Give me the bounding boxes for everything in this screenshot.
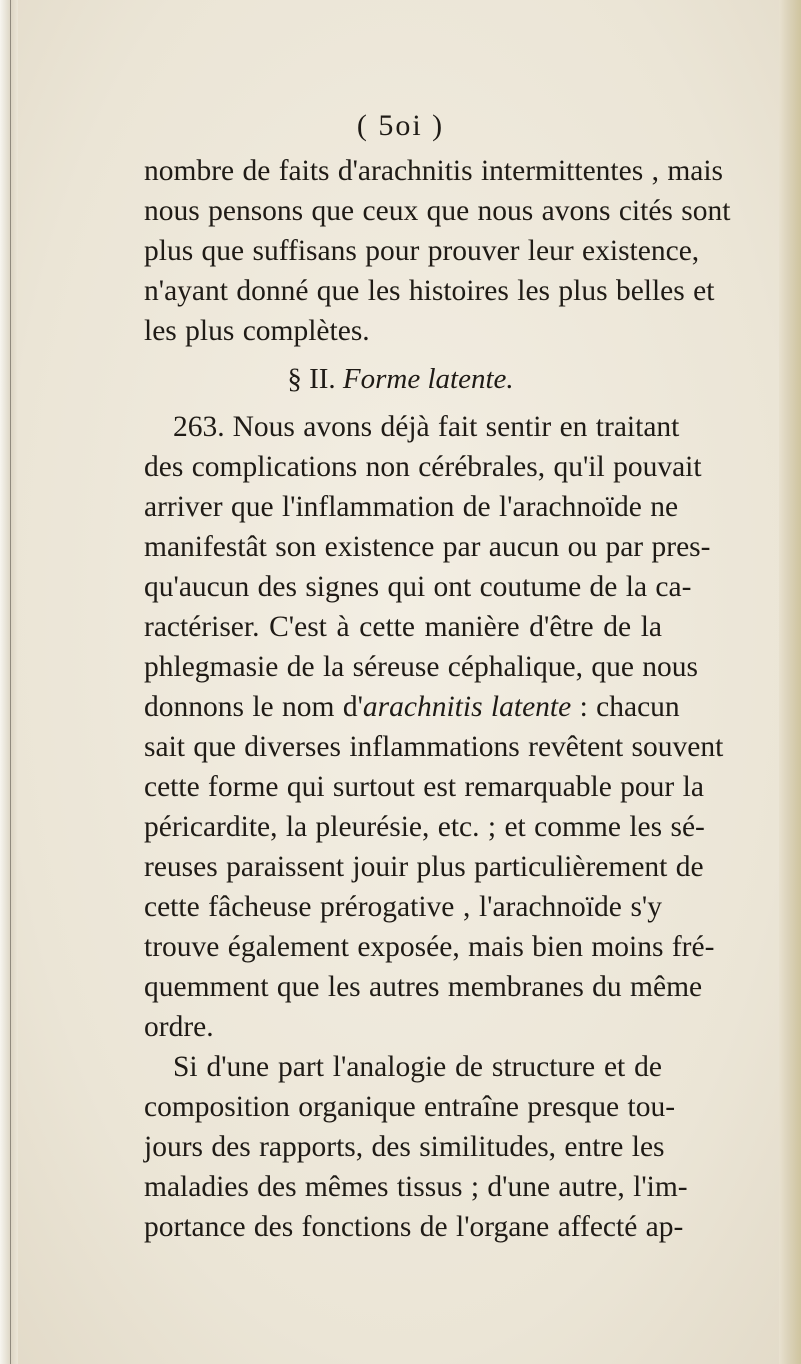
- text-line: péricardite, la pleurésie, etc. ; et comme les sé-: [144, 811, 705, 843]
- text-line: [144, 687, 680, 727]
- paragraph-number: 263.: [173, 411, 225, 443]
- text-line: cette forme qui surtout est remarquable pour la: [144, 771, 704, 803]
- text-line: maladies des mêmes tissus ; d'une autre, l'im-: [144, 1171, 688, 1203]
- page-number: ( 5oi ): [356, 109, 445, 142]
- text-line: Si d'une part l'analogie de structure et de: [173, 1051, 662, 1083]
- text-line: portance des fonctions de l'organe affecté ap-: [144, 1211, 684, 1243]
- text-line: qu'aucun des signes qui ont coutume de la ca-: [144, 571, 692, 603]
- text-line: composition organique entraîne presque tou-: [144, 1091, 676, 1123]
- text-fragment: donnons le nom d': [144, 691, 363, 723]
- text-line: n'ayant donné que les histoires les plus belles et: [144, 275, 715, 307]
- text-line: arriver que l'inflammation de l'arachnoïde ne: [144, 491, 679, 523]
- text-line: sait que diverses inflammations revêtent souvent: [144, 731, 724, 763]
- text-line: nombre de faits d'arachnitis intermittentes , mais: [144, 155, 724, 187]
- text-line: jours des rapports, des similitudes, entre les: [144, 1131, 665, 1163]
- text-line: manifestât son existence par aucun ou par pres-: [144, 531, 711, 563]
- text-line: des complications non cérébrales, qu'il pouvait: [144, 451, 702, 483]
- section-heading: [0, 359, 801, 399]
- section-number: § II.: [287, 363, 336, 395]
- text-line: phlegmasie de la séreuse céphalique, que nous: [144, 651, 699, 683]
- text-line: cette fâcheuse prérogative , l'arachnoïde s'y: [144, 891, 662, 923]
- text-line: [173, 407, 680, 447]
- paragraph-first-line: Nous avons déjà fait sentir en traitant: [232, 411, 680, 443]
- text-line: ordre.: [144, 1011, 214, 1043]
- text-line: nous pensons que ceux que nous avons cités sont: [144, 195, 731, 227]
- section-title: Forme latente.: [342, 363, 514, 395]
- text-line: quemment que les autres membranes du même: [144, 971, 703, 1003]
- text-line: plus que suffisans pour prouver leur existence,: [144, 235, 700, 267]
- term-arachnitis-latente: arachnitis latente: [362, 691, 572, 723]
- text-line: les plus complètes.: [144, 315, 370, 347]
- text-line: reuses paraissent jouir plus particulièrement de: [144, 851, 704, 883]
- text-fragment: : chacun: [571, 691, 680, 723]
- text-line: trouve également exposée, mais bien moins fré-: [144, 931, 715, 963]
- text-line: ractériser. C'est à cette manière d'être de la: [144, 611, 662, 643]
